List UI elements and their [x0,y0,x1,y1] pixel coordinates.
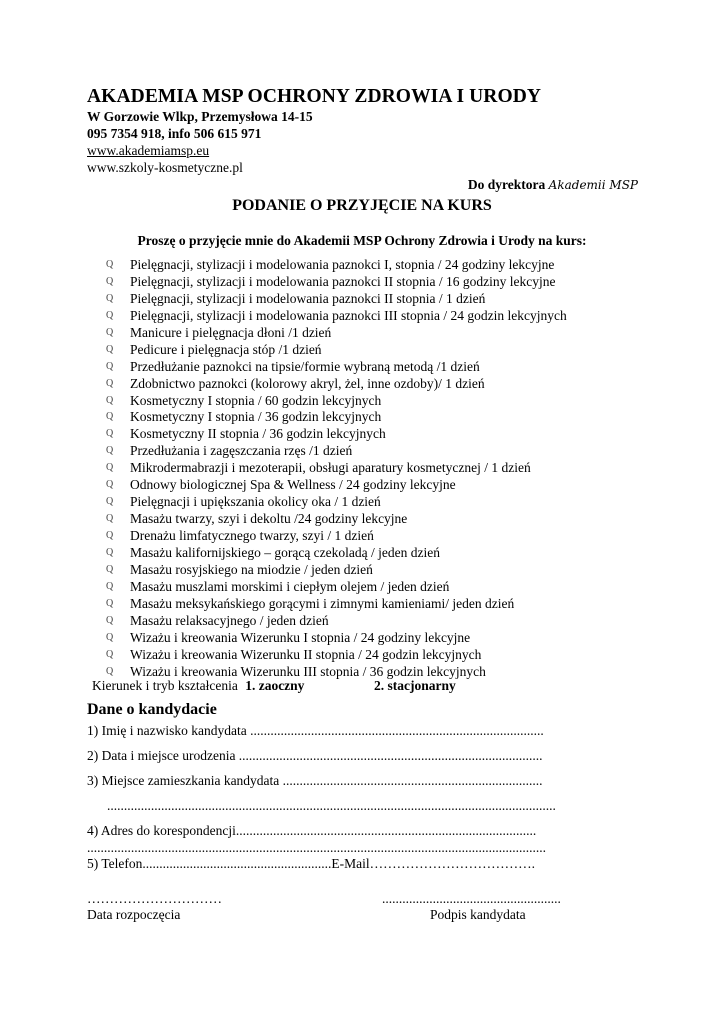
course-label: Masażu relaksacyjnego / jeden dzień [130,612,329,628]
course-label: Pielęgnacji, stylizacji i modelowania paznokci II stopnia / 1 dzień [130,290,486,306]
field-correspondence[interactable]: 4) Adres do korespondencji......................................................................................... [87,823,537,838]
checkbox-q-icon[interactable]: Q [106,394,114,406]
course-label: Masażu muszlami morskimi i ciepłym olejem / jeden dzień [130,578,450,594]
field-birth[interactable]: 2) Data i miejsce urodzenia .......................................................................................... [87,748,543,763]
course-label: Pedicure i pielęgnacja stóp /1 dzień [130,341,322,357]
start-date-field[interactable]: ………………………… [87,891,222,906]
study-mode-line [92,678,456,694]
course-item[interactable] [106,545,567,562]
course-item[interactable] [106,477,567,494]
checkbox-q-icon[interactable]: Q [106,275,114,287]
course-label: Pielęgnacji, stylizacji i modelowania paznokci II stopnia / 16 godziny lekcyjne [130,273,556,289]
phone-line: 095 7354 918, info 506 615 971 [87,126,262,141]
checkbox-q-icon[interactable]: Q [106,546,114,558]
checkbox-q-icon[interactable]: Q [106,462,114,474]
signature-field[interactable]: ..................................................... [382,891,561,906]
course-item[interactable] [106,359,567,376]
course-label: Kosmetyczny I stopnia / 36 godzin lekcyjnych [130,409,382,425]
course-item[interactable] [106,376,567,393]
checkbox-q-icon[interactable]: Q [106,597,114,609]
course-label: Pielęgnacji i upiększania okolicy oka / 1 dzień [130,494,381,510]
course-label: Masażu kalifornijskiego – gorącą czekoladą / jeden dzień [130,544,440,560]
checkbox-q-icon[interactable]: Q [106,530,114,541]
document-title: PODANIE O PRZYJĘCIE NA KURS [232,197,492,214]
website-link-akademiamsp[interactable]: www.akademiamsp.eu [87,143,210,158]
course-item[interactable] [106,393,567,410]
course-label: Odnowy biologicznej Spa & Wellness / 24 godziny lekcyjne [130,477,456,493]
course-label: Wizażu i kreowania Wizerunku I stopnia / 24 godziny lekcyjne [130,629,471,645]
start-date-label: Data rozpoczęcia [87,907,181,922]
course-item[interactable] [106,630,567,647]
checkbox-q-icon[interactable]: Q [106,445,114,457]
course-item[interactable] [106,613,567,630]
course-item[interactable] [106,291,567,308]
course-item[interactable] [106,409,567,426]
field-name[interactable]: 1) Imię i nazwisko kandydata ....................................................................................... [87,723,544,738]
checkbox-q-icon[interactable]: Q [106,326,114,338]
field-phone-email[interactable]: 5) Telefon........................................................E-Mail………………………………. [87,856,536,871]
course-item[interactable] [106,308,567,325]
course-label: Pielęgnacji, stylizacji i modelowania paznokci III stopnia / 24 godzin lekcyjnych [130,307,567,323]
checkbox-q-icon[interactable]: Q [106,513,114,525]
course-label: Drenażu limfatycznego twarzy, szyi / 1 dzień [130,528,374,543]
course-item[interactable] [106,342,567,359]
course-label: Masażu rosyjskiego na miodzie / jeden dzień [130,561,373,577]
course-label: Wizażu i kreowania Wizerunku III stopnia / 36 godzin lekcyjnych [130,663,486,679]
course-item[interactable] [106,426,567,443]
recipient-name: Akademii MSP [548,178,638,192]
course-item[interactable] [106,274,567,291]
checkbox-q-icon[interactable]: Q [106,377,114,389]
study-mode-option-stacjonarny[interactable]: 2. stacjonarny [374,678,456,693]
course-label: Zdobnictwo paznokci (kolorowy akryl, żel, inne ozdoby)/ 1 dzień [130,375,485,391]
study-mode-label: Kierunek i tryb kształcenia [92,678,238,693]
course-item[interactable] [106,460,567,477]
checkbox-q-icon[interactable]: Q [106,428,114,440]
course-label: Kosmetyczny II stopnia / 36 godzin lekcyjnych [130,426,386,442]
course-label: Masażu meksykańskiego gorącymi i zimnymi kamieniami/ jeden dzień [130,595,515,611]
checkbox-q-icon[interactable]: Q [106,648,114,660]
course-label: Pielęgnacji, stylizacji i modelowania paznokci I, stopnia / 24 godziny lekcyjne [130,257,555,272]
recipient-prefix: Do dyrektora [467,177,546,192]
checkbox-q-icon[interactable]: Q [106,411,114,423]
course-item[interactable] [106,596,567,613]
recipient-line [468,177,638,193]
checkbox-q-icon[interactable]: Q [106,614,114,626]
candidate-section-heading: Dane o kandydacie [87,701,217,718]
course-item[interactable] [106,511,567,528]
checkbox-q-icon[interactable]: Q [106,665,114,677]
website-szkoly-kosmetyczne: www.szkoly-kosmetyczne.pl [87,160,243,175]
course-item[interactable] [106,257,567,274]
intro-text: Proszę o przyjęcie mnie do Akademii MSP Ochrony Zdrowia i Urody na kurs: [137,233,587,248]
checkbox-q-icon[interactable]: Q [106,292,114,304]
course-item[interactable] [106,443,567,460]
course-item[interactable] [106,579,567,596]
course-item[interactable] [106,647,567,664]
course-label: Mikrodermabrazji i mezoterapii, obsługi aparatury kosmetycznej / 1 dzień [130,460,531,476]
checkbox-q-icon[interactable]: Q [106,631,114,643]
course-item[interactable] [106,528,567,545]
checkbox-q-icon[interactable]: Q [106,563,114,575]
course-label: Manicure i pielęgnacja dłoni /1 dzień [130,324,332,340]
checkbox-q-icon[interactable]: Q [106,479,114,491]
checkbox-q-icon[interactable]: Q [106,259,114,270]
checkbox-q-icon[interactable]: Q [106,309,114,321]
checkbox-q-icon[interactable]: Q [106,360,114,372]
checkbox-q-icon[interactable]: Q [106,580,114,592]
course-label: Wizażu i kreowania Wizerunku II stopnia / 24 godzin lekcyjnych [130,646,482,662]
field-residence[interactable]: 3) Miejsce zamieszkania kandydata ............................................................................. [87,773,543,788]
course-item[interactable] [106,494,567,511]
course-item[interactable] [106,325,567,342]
course-label: Przedłużania i zagęszczania rzęs /1 dzień [130,443,353,459]
course-list [106,257,567,680]
checkbox-q-icon[interactable]: Q [106,496,114,508]
course-label: Przedłużanie paznokci na tipsie/formie wybraną metodą /1 dzień [130,358,480,374]
field-correspondence-continuation[interactable]: ........................................................................................................................................ [87,840,546,855]
checkbox-q-icon[interactable]: Q [106,343,114,355]
course-label: Masażu twarzy, szyi i dekoltu /24 godziny lekcyjne [130,511,408,527]
address-line: W Gorzowie Wlkp, Przemysłowa 14-15 [87,109,313,124]
field-residence-continuation[interactable]: ..................................................................................................................................... [107,798,556,813]
study-mode-option-zaoczny[interactable]: 1. zaoczny [245,678,305,693]
course-label: Kosmetyczny I stopnia / 60 godzin lekcyjnych [130,392,382,408]
signature-label: Podpis kandydata [430,907,526,922]
course-item[interactable] [106,562,567,579]
institution-name: AKADEMIA MSP OCHRONY ZDROWIA I URODY [87,86,542,107]
